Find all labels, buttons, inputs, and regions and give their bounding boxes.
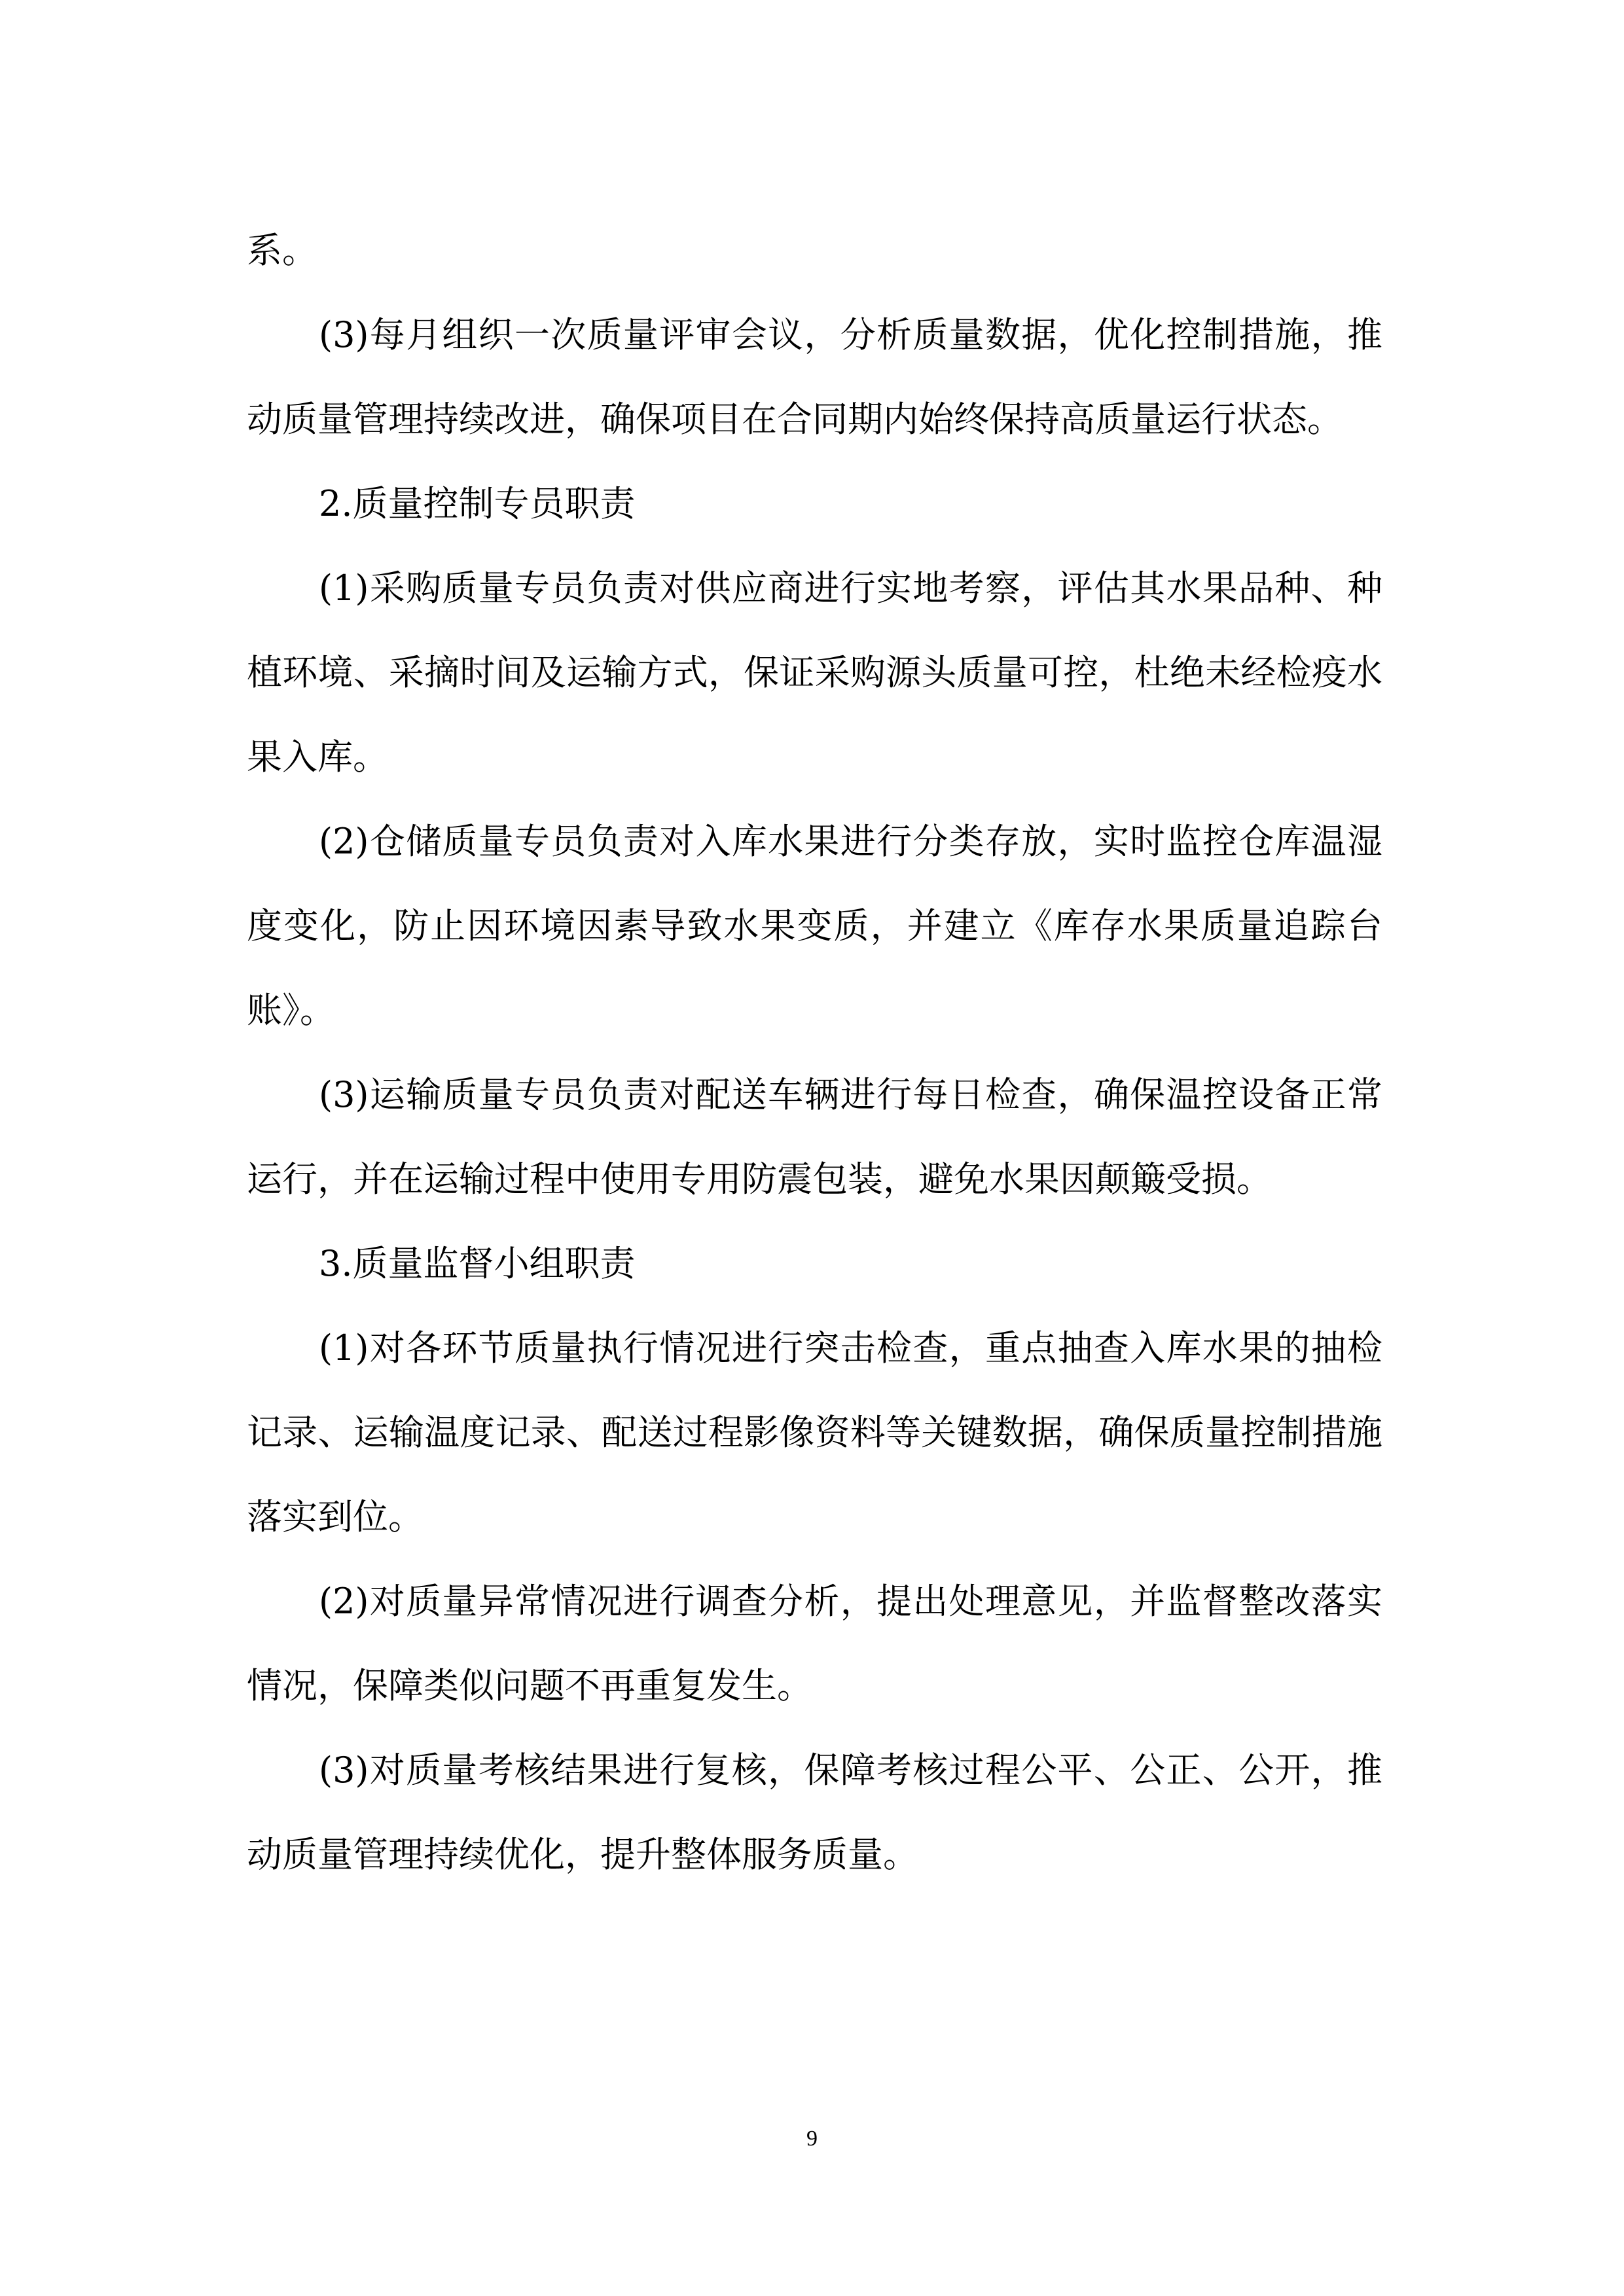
section-heading-qc-specialist: 2.质量控制专员职责 <box>319 483 636 524</box>
paragraph-continuation: 系。 <box>247 230 317 271</box>
paragraph-review-meeting: (3)每月组织一次质量评审会议，分析质量数据，优化控制措施，推动质量管理持续改进，确保项目在合同期内始终保持高质量运行状态。 <box>247 314 1382 440</box>
paragraph-anomaly-investigation: (2)对质量异常情况进行调查分析，提出处理意见，并监督整改落实情况，保障类似问题不再重复发生。 <box>247 1581 1382 1706</box>
paragraph-transport-specialist: (3)运输质量专员负责对配送车辆进行每日检查，确保温控设备正常运行，并在运输过程中使用专用防震包装，避免水果因颠簸受损。 <box>247 1074 1382 1200</box>
paragraph-spot-check: (1)对各环节质量执行情况进行突击检查，重点抽查入库水果的抽检记录、运输温度记录、配送过程影像资料等关键数据，确保质量控制措施落实到位。 <box>247 1327 1382 1537</box>
page-number: 9 <box>806 2126 818 2151</box>
section-heading-supervision-group: 3.质量监督小组职责 <box>319 1243 636 1284</box>
paragraph-assessment-review: (3)对质量考核结果进行复核，保障考核过程公平、公正、公开，推动质量管理持续优化，提升整体服务质量。 <box>247 1749 1382 1875</box>
paragraph-procurement-specialist: (1)采购质量专员负责对供应商进行实地考察，评估其水果品种、种植环境、采摘时间及运输方式，保证采购源头质量可控，杜绝未经检疫水果入库。 <box>247 567 1382 778</box>
paragraph-warehouse-specialist: (2)仓储质量专员负责对入库水果进行分类存放，实时监控仓库温湿度变化，防止因环境因素导致水果变质，并建立《库存水果质量追踪台账》。 <box>247 821 1382 1031</box>
document-body <box>247 208 1382 1897</box>
